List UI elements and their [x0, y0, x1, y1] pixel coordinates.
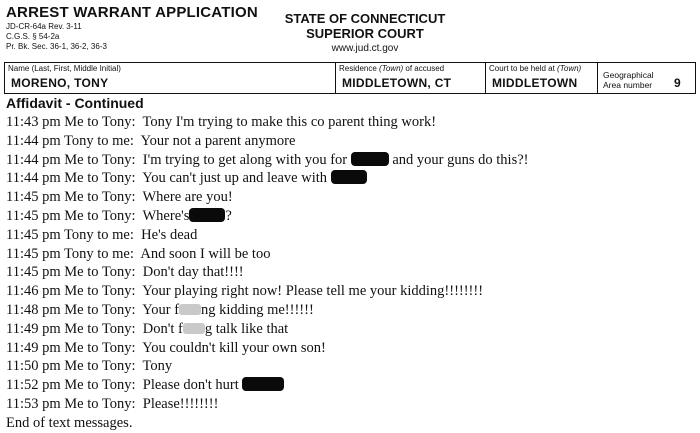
name-label: Name (Last, First, Middle Initial): [8, 64, 121, 73]
state-name: STATE OF CONNECTICUT: [284, 11, 446, 26]
case-info-table: [4, 62, 696, 94]
message-line: 11:48 pm Me to Tony: Your f ng kidding me!!!!!!: [6, 301, 314, 318]
message-line: 11:53 pm Me to Tony: Please!!!!!!!!: [6, 395, 219, 412]
message-list: [6, 113, 694, 433]
redaction: [242, 377, 284, 391]
message-line: 11:45 pm Me to Tony: Don't day that!!!!: [6, 264, 244, 281]
message-line: 11:44 pm Me to Tony: You can't just up and leave with: [6, 169, 694, 188]
message-line: 11:50 pm Me to Tony: Tony: [6, 358, 173, 375]
message-line: 11:45 pm Me to Tony: Where's ?: [6, 207, 232, 224]
geo-number: 9: [674, 76, 681, 90]
geo-area-cell: [597, 63, 695, 93]
message-line: 11:45 pm Me to Tony: Where are you!: [6, 189, 233, 206]
accused-name: MORENO, TONY: [11, 76, 109, 90]
court-website: www.jud.ct.gov: [331, 43, 399, 54]
form-title: ARREST WARRANT APPLICATION: [6, 4, 258, 21]
form-meta: [6, 22, 107, 52]
residence-cell: [335, 63, 485, 93]
message-line: 11:44 pm Me to Tony: I'm trying to get along with you for and your guns do this?!: [6, 151, 529, 168]
message-line: 11:46 pm Me to Tony: Your playing right now! Please tell me your kidding!!!!!!!!: [6, 283, 484, 300]
form-number: JD-CR-64a Rev. 3-11: [6, 22, 82, 31]
redaction: [189, 208, 225, 222]
court-heading: [200, 11, 530, 55]
message-line: 11:49 pm Me to Tony: You couldn't kill your own son!: [6, 339, 326, 356]
footer-note: End of text messages.: [6, 414, 133, 431]
redaction: [351, 152, 389, 166]
residence-value: MIDDLETOWN, CT: [342, 76, 452, 90]
court-town-label: Court to be held at (Town): [489, 64, 582, 73]
message-line: 11:45 pm Tony to me: And soon I will be too: [6, 245, 271, 262]
message-line: 11:45 pm Tony to me: He's dead: [6, 226, 198, 243]
geo-label-1: Geographical: [603, 70, 654, 80]
blurred-word: [183, 323, 205, 334]
court-town-cell: [485, 63, 597, 93]
blurred-word: [179, 304, 201, 315]
residence-label: Residence (Town) of accused: [339, 64, 445, 73]
court-name: SUPERIOR COURT: [306, 26, 424, 41]
affidavit-title: Affidavit - Continued: [6, 95, 144, 111]
practice-book: Pr. Bk. Sec. 36-1, 36-2, 36-3: [6, 42, 107, 51]
name-cell: [5, 63, 335, 93]
message-line: 11:43 pm Me to Tony: Tony I'm trying to make this co parent thing work!: [6, 114, 437, 130]
court-town-value: MIDDLETOWN: [492, 76, 578, 90]
message-line: 11:52 pm Me to Tony: Please don't hurt: [6, 376, 694, 395]
message-line: 11:44 pm Tony to me: Your not a parent anymore: [6, 132, 296, 149]
geo-label-2: Area number: [603, 80, 653, 90]
redaction: [331, 170, 367, 184]
statute: C.G.S. § 54-2a: [6, 32, 60, 41]
message-line: 11:49 pm Me to Tony: Don't f g talk like that: [6, 320, 289, 337]
